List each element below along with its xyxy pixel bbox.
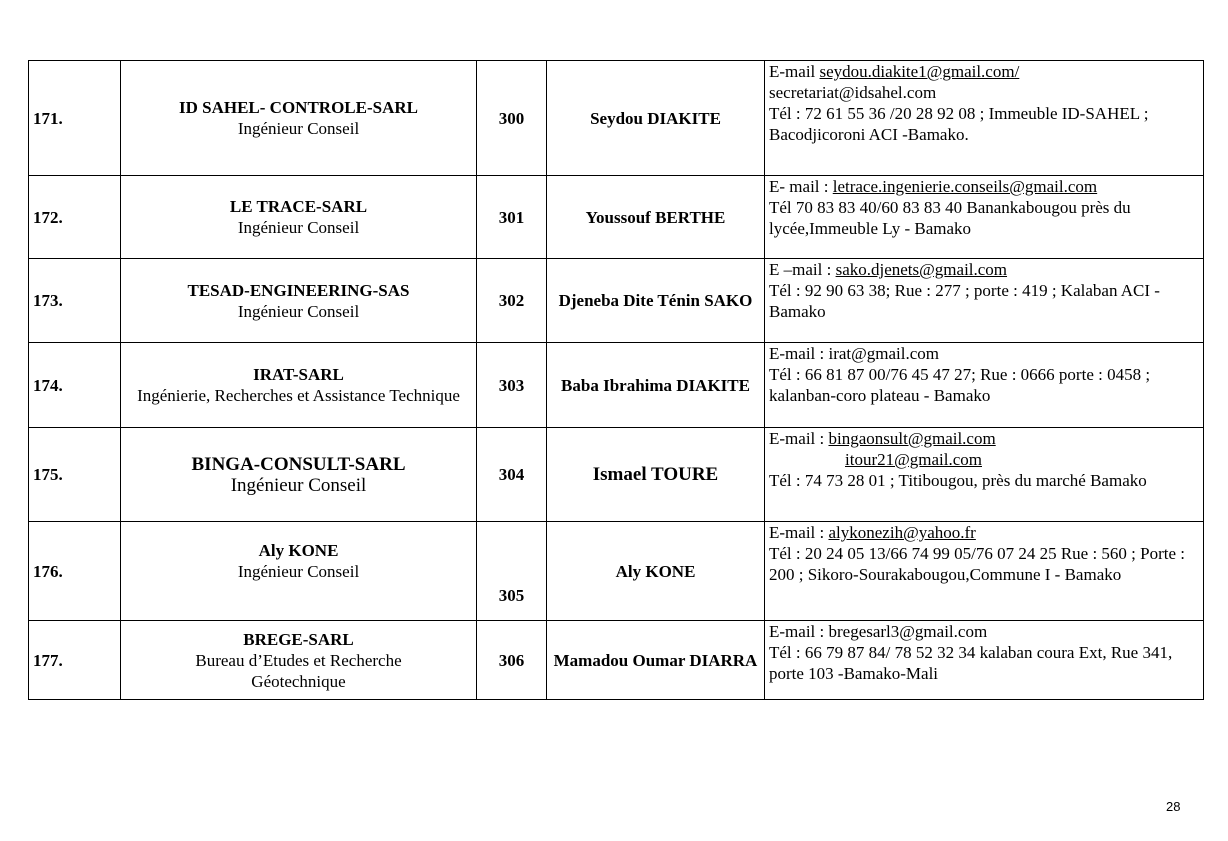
contact-details: Tél : 66 81 87 00/76 45 47 27; Rue : 0666 porte : 0458 ; kalanban-coro plateau - Bamako: [769, 365, 1151, 405]
company-name: TESAD-ENGINEERING-SAS: [187, 280, 410, 300]
email-link[interactable]: seydou.diakite1@gmail.com/: [819, 62, 1020, 81]
row-number: 172.: [29, 176, 121, 259]
company-cell: [121, 176, 477, 259]
company-activity: Ingénieur Conseil: [237, 301, 360, 321]
contact-details: Tél : 66 79 87 84/ 78 52 32 34 kalaban coura Ext, Rue 341, porte 103 -Bamako-Mali: [769, 643, 1173, 683]
email-address: bregesarl3@gmail.com: [828, 622, 988, 641]
company-name: BINGA-CONSULT-SARL: [191, 453, 406, 475]
table-row: [29, 343, 1204, 428]
contact-cell: [765, 621, 1204, 700]
representative: Djeneba Dite Ténin SAKO: [547, 259, 765, 343]
registration-number: 302: [477, 259, 547, 343]
email-address: irat@gmail.com: [828, 344, 940, 363]
email-label: E-mail :: [769, 429, 829, 448]
row-number: 173.: [29, 259, 121, 343]
contact-cell: [765, 176, 1204, 259]
company-activity: Bureau d’Etudes et Recherche Géotechnique: [195, 650, 402, 691]
company-name: BREGE-SARL: [243, 629, 354, 649]
table-row: [29, 259, 1204, 343]
row-number: 176.: [29, 522, 121, 621]
representative: Aly KONE: [547, 522, 765, 621]
company-activity: Ingénieur Conseil: [230, 474, 367, 496]
representative: Youssouf BERTHE: [547, 176, 765, 259]
email-link[interactable]: alykonezih@yahoo.fr: [828, 523, 976, 542]
company-cell: [121, 428, 477, 522]
contact-details: Tél : 92 90 63 38; Rue : 277 ; porte : 419 ; Kalaban ACI - Bamako: [769, 281, 1160, 321]
email-secondary: secretariat@idsahel.com: [769, 83, 937, 102]
company-cell: [121, 621, 477, 700]
company-name: ID SAHEL- CONTROLE-SARL: [179, 98, 418, 117]
contact-cell: [765, 61, 1204, 176]
email-link[interactable]: letrace.ingenierie.conseils@gmail.com: [832, 177, 1098, 196]
email-label: E-mail :: [769, 344, 829, 363]
representative: Baba Ibrahima DIAKITE: [547, 343, 765, 428]
representative: Ismael TOURE: [547, 428, 765, 522]
email-link[interactable]: bingaonsult@gmail.com: [828, 429, 996, 448]
company-cell: [121, 61, 477, 176]
company-activity: Ingénieur Conseil: [237, 562, 360, 581]
contact-details: Tél : 20 24 05 13/66 74 99 05/76 07 24 25 Rue : 560 ; Porte : 200 ; Sikoro-Sourakabougou,Commune I - Bamako: [769, 544, 1186, 584]
contact-cell: [765, 522, 1204, 621]
table-row: [29, 61, 1204, 176]
registration-number: 300: [477, 61, 547, 176]
row-number: 175.: [29, 428, 121, 522]
contact-cell: [765, 343, 1204, 428]
contact-cell: [765, 259, 1204, 343]
company-activity: Ingénieur Conseil: [237, 218, 360, 237]
table-row: [29, 428, 1204, 522]
company-name: Aly KONE: [258, 541, 339, 560]
row-number: 177.: [29, 621, 121, 700]
company-cell: [121, 259, 477, 343]
registration-number: 305: [477, 522, 547, 621]
contact-cell: [765, 428, 1204, 522]
registry-table: [28, 60, 1204, 700]
page-number: 28: [1166, 799, 1181, 814]
table-row: [29, 522, 1204, 621]
email-label: E-mail :: [769, 523, 829, 542]
table-row: [29, 621, 1204, 700]
representative: Mamadou Oumar DIARRA: [547, 621, 765, 700]
contact-details: Tél 70 83 83 40/60 83 83 40 Banankabougou près du lycée,Immeuble Ly - Bamako: [769, 198, 1131, 238]
registration-number: 306: [477, 621, 547, 700]
contact-details: Tél : 74 73 28 01 ; Titibougou, près du marché Bamako: [769, 471, 1147, 490]
contact-details: Tél : 72 61 55 36 /20 28 92 08 ; Immeuble ID-SAHEL ; Bacodjicoroni ACI -Bamako.: [769, 104, 1149, 144]
row-number: 171.: [29, 61, 121, 176]
company-cell: [121, 522, 477, 621]
representative: Seydou DIAKITE: [547, 61, 765, 176]
company-name: LE TRACE-SARL: [229, 197, 368, 216]
email-label: E-mail: [769, 62, 820, 81]
table-row: [29, 176, 1204, 259]
company-cell: [121, 343, 477, 428]
row-number: 174.: [29, 343, 121, 428]
company-activity: Ingénierie, Recherches et Assistance Technique: [137, 386, 460, 405]
email-link-secondary[interactable]: itour21@gmail.com: [845, 450, 982, 469]
company-name: IRAT-SARL: [253, 365, 344, 384]
email-link[interactable]: sako.djenets@gmail.com: [835, 260, 1008, 279]
email-label: E –mail :: [769, 260, 836, 279]
company-activity: Ingénieur Conseil: [237, 119, 360, 138]
email-label: E- mail :: [769, 177, 833, 196]
registration-number: 304: [477, 428, 547, 522]
registration-number: 301: [477, 176, 547, 259]
registration-number: 303: [477, 343, 547, 428]
email-label: E-mail :: [769, 622, 829, 641]
